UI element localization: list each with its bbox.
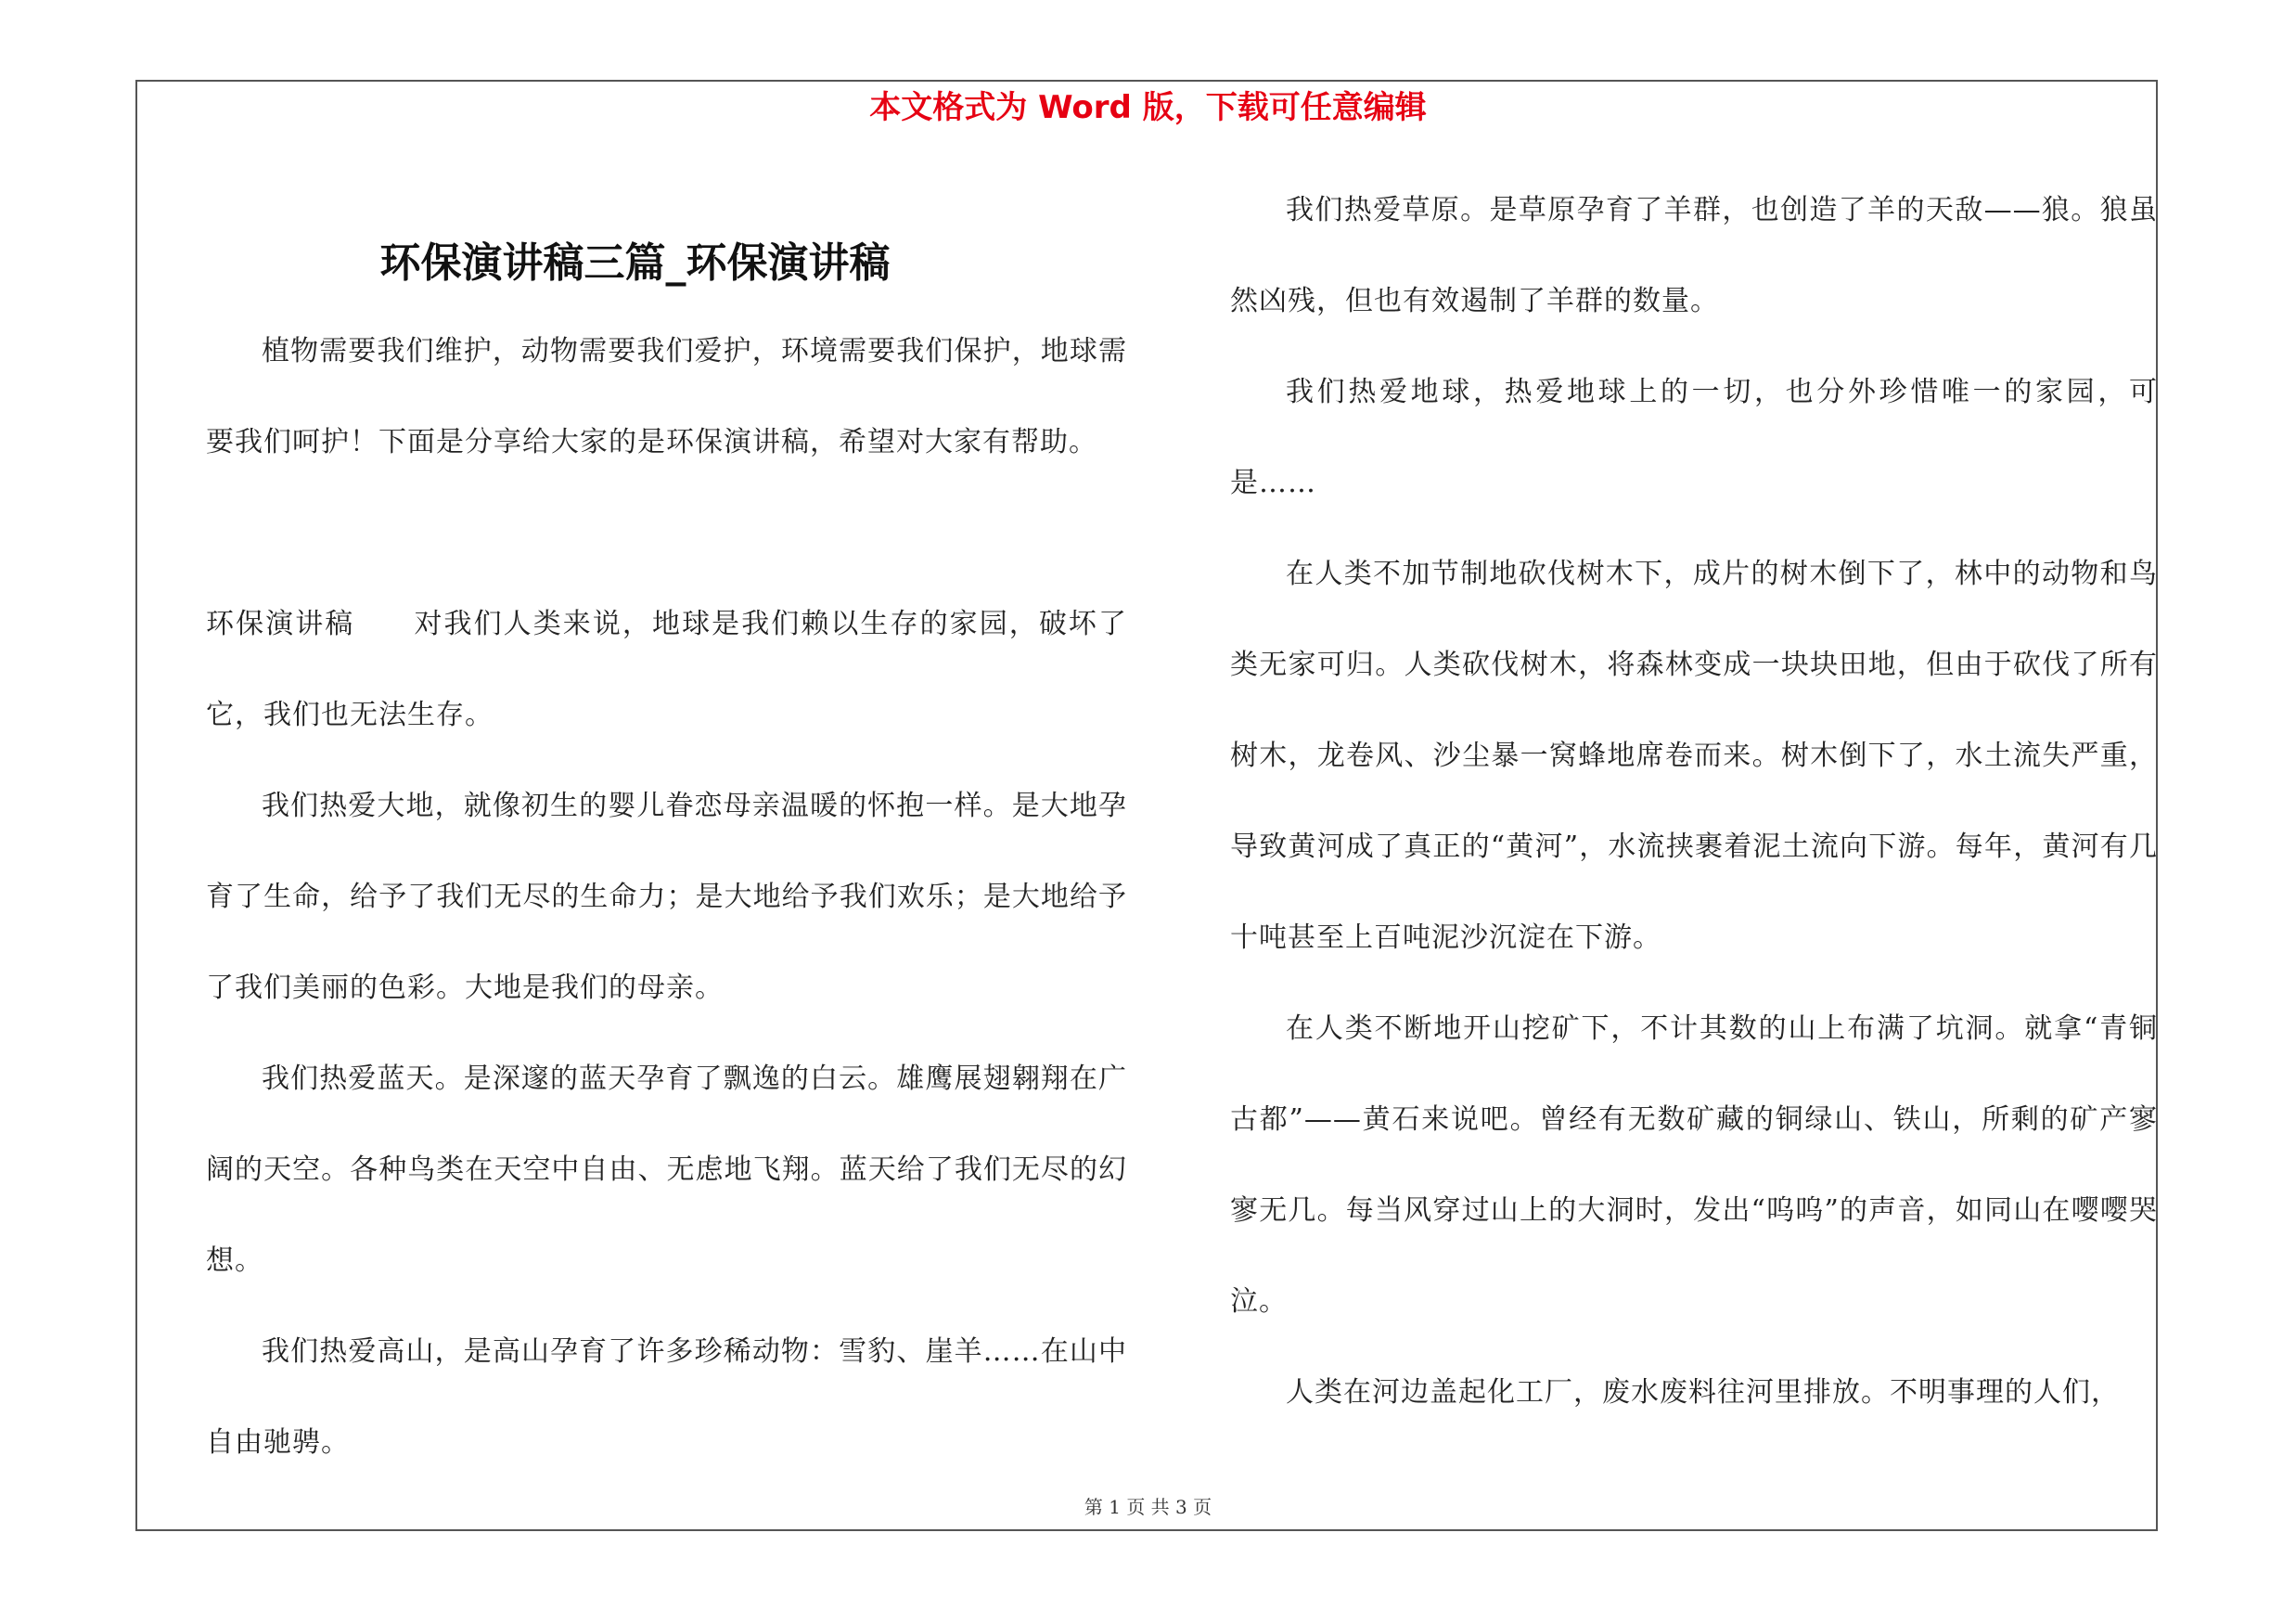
paragraph-love-earth: 我们热爱地球，热爱地球上的一切，也分外珍惜唯一的家园，可是…… (1230, 376, 2158, 499)
paragraph-sky: 我们热爱蓝天。是深邃的蓝天孕育了飘逸的白云。雄鹰展翅翱翔在广阔的天空。各种鸟类在天空中自由、无虑地飞翔。蓝天给了我们无尽的幻想。 (206, 1063, 1127, 1277)
paragraph-grassland: 我们热爱草原。是草原孕育了羊群，也创造了羊的天敌——狼。狼虽然凶残，但也有效遏制了羊群的数量。 (1230, 194, 2158, 317)
paragraph-earth: 我们热爱大地，就像初生的婴儿眷恋母亲温暖的怀抱一样。是大地孕育了生命，给予了我们无尽的生命力；是大地给予我们欢乐；是大地给予了我们美丽的色彩。大地是我们的母亲。 (206, 790, 1127, 1004)
paragraph-mountain: 我们热爱高山，是高山孕育了许多珍稀动物：雪豹、崖羊……在山中自由驰骋。 (206, 1335, 1127, 1459)
paragraph-deforestation: 在人类不加节制地砍伐树木下，成片的树木倒下了，林中的动物和鸟类无家可归。人类砍伐树木，将森林变成一块块田地，但由于砍伐了所有树木，龙卷风、沙尘暴一窝蜂地席卷而来。树木倒下了，水土流失严重，导致黄河成了真正的“黄河”，水流挟裹着泥土流向下游。每年，黄河有几十吨甚至上百吨泥沙沉淀在下游。 (1230, 558, 2158, 954)
document-title: 环保演讲稿三篇_环保演讲稿 (379, 239, 891, 288)
paragraph-mining: 在人类不断地开山挖矿下，不计其数的山上布满了坑洞。就拿“青铜古都”——黄石来说吧。曾经有无数矿藏的铜绿山、铁山，所剩的矿产寥寥无几。每当风穿过山上的大洞时，发出“呜呜”的声音，如同山在嘤嘤哭泣。 (1230, 1012, 2158, 1318)
paragraph-intro: 植物需要我们维护，动物需要我们爱护，环境需要我们保护，地球需要我们呵护！下面是分享给大家的是环保演讲稿，希望对大家有帮助。 (206, 335, 1127, 458)
page-number: 第 1 页 共 3 页 (1084, 1496, 1212, 1518)
paragraph-factory: 人类在河边盖起化工厂，废水废料往河里排放。不明事理的人们， (1286, 1376, 2120, 1409)
word-format-banner: 本文格式为 Word 版，下载可任意编辑 (869, 89, 1427, 126)
paragraph-heading-earth: 环保演讲稿 对我们人类来说，地球是我们赖以生存的家园，破坏了它，我们也无法生存。 (206, 608, 1127, 731)
